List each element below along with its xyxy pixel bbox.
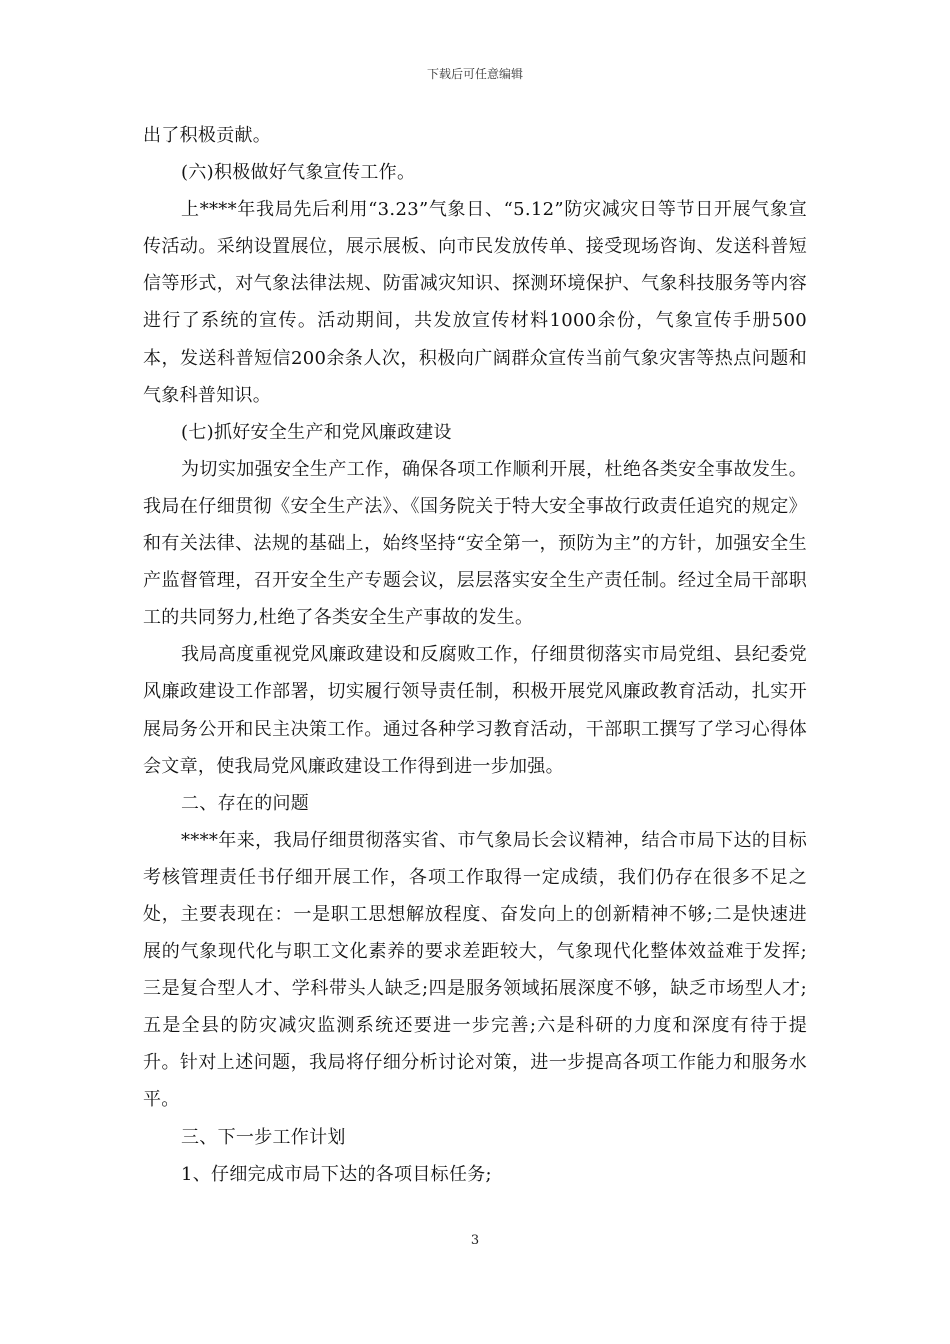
section-heading-plan: 三、下一步工作计划 (181, 1126, 346, 1148)
page-header: 下载后可任意编辑 (426, 67, 523, 81)
page-number: 3 (470, 1233, 480, 1248)
paragraph-1: 出了积极贡献。 (143, 125, 272, 146)
section-heading-publicity: (六)积极做好气象宣传工作。 (181, 162, 416, 184)
plan-item-1: 1、仔细完成市局下达的各项目标任务; (181, 1163, 492, 1185)
paragraph-publicity: 上****年我局先后利用“3.23”气象日、“5.12”防灾减灾日等节日开展气象宣传活动。采纳设置展位，展示展板、向市民发放传单、接受现场咨询、发送科普短信等形式，对气象法律法规、防雷减灾知识、探测环境保护、气象科技服务等内容进行了系统的宣传。活动期间，共发放宣传材料1000余份，气象宣传手册500本，发送科普短信200余条人次，积极向广阔群众宣传当前气象灾害等热点问题和气象科普知识。 (143, 199, 807, 406)
document-body (143, 117, 807, 1193)
paragraph-safety: 为切实加强安全生产工作，确保各项工作顺利开展，杜绝各类安全事故发生。我局在仔细贯彻《安全生产法》、《国务院关于特大安全事故行政责任追究的规定》和有关法律、法规的基础上，始终坚持“安全第一，预防为主”的方针，加强安全生产监督管理，召开安全生产专题会议，层层落实安全生产责任制。经过全局干部职工的共同努力,杜绝了各类安全生产事故的发生。 (143, 458, 807, 629)
paragraph-integrity: 我局高度重视党风廉政建设和反腐败工作，仔细贯彻落实市局党组、县纪委党风廉政建设工作部署，切实履行领导责任制，积极开展党风廉政教育活动，扎实开展局务公开和民主决策工作。通过各种学习教育活动，干部职工撰写了学习心得体会文章，使我局党风廉政建设工作得到进一步加强。 (143, 644, 807, 777)
section-heading-problems: 二、存在的问题 (181, 792, 310, 814)
paragraph-problems: ****年来，我局仔细贯彻落实省、市气象局长会议精神，结合市局下达的目标考核管理责任书仔细开展工作，各项工作取得一定成绩，我们仍存在很多不足之处，主要表现在：一是职工思想解放程度、奋发向上的创新精神不够;二是快速进展的气象现代化与职工文化素养的要求差距较大，气象现代化整体效益难于发挥;三是复合型人才、学科带头人缺乏;四是服务领域拓展深度不够，缺乏市场型人才;五是全县的防灾减灾监测系统还要进一步完善;六是科研的力度和深度有待于提升。针对上述问题，我局将仔细分析讨论对策，进一步提高各项工作能力和服务水平。 (143, 829, 807, 1111)
section-heading-safety: (七)抓好安全生产和党风廉政建设 (181, 421, 452, 443)
